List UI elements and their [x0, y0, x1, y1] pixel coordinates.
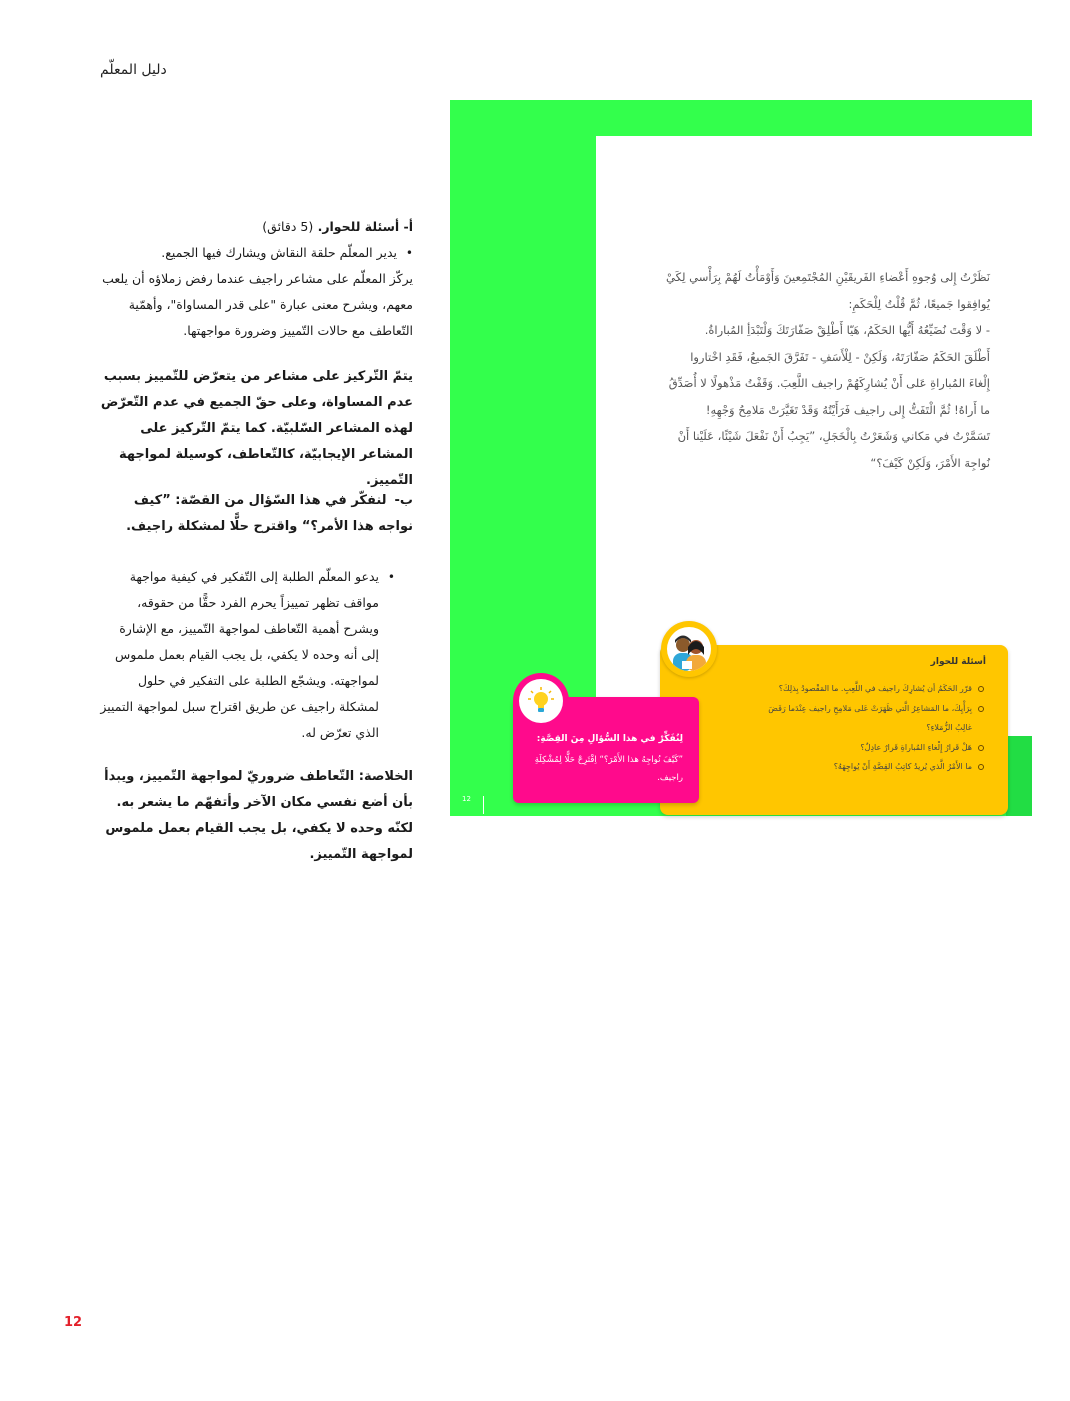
characters-icon — [667, 627, 711, 671]
story-line: نُواجِهَ الأَمْرَ، وَلَكِنْ كَيْفَ؟“ — [870, 455, 990, 470]
story-line: - لا وَقْتَ نُضَيِّعُهُ أَيُّها الحَكَمُ، هَيّا أَطْلِقْ صَفّارَتَكَ وَلْتَبْدَأِ المُباراةُ. — [704, 323, 990, 337]
think-text: ”كَيْفَ نُواجِهُ هذا الأَمْرَ؟“ اِقْتَرِحْ حَلًّا لِمُشْكِلَةِ راجيف. — [534, 755, 683, 783]
focus-paragraph: يتمّ التّركيز على مشاعر من يتعرّض للتّمييز بسبب عدم المساواة، وعلى حقّ الجميع في عدم التّعرّض لهذه المشاعر السّلبيّة. كما يتمّ التّركيز على المشاعر الإيجابيّة، كالتّعاطف، كوسيلة لمواجهة التّمييز. — [100, 369, 413, 488]
section-b-label: ب- — [394, 493, 413, 508]
section-b-text: لنفكّر في هذا السّؤال من القصّة: ”كيف نواجه هذا الأمر؟“ واقترح حلًّا لمشكلة راجيف. — [126, 493, 413, 534]
section-a-bullet: • يدير المعلّم حلقة النقاش ويشارك فيها الجميع. — [98, 240, 413, 266]
story-line: أَطْلَقَ الحَكَمُ صَفّارَتَهُ، وَلَكِنْ - لِلْأَسَفِ - تَفَرَّقَ الجَميعُ، فَقَدِ اخْتاروا — [690, 349, 990, 364]
story-line: تَسَمَّرْتُ في مَكاني وَشَعَرْتُ بِالْخَجَلِ، ”يَجِبُ أَنْ نَفْعَلَ شَيْئًا، عَلَيْنا أَنْ — [677, 429, 990, 443]
section-a-heading — [98, 214, 413, 240]
story-page-number: 12 — [462, 795, 471, 803]
section-b-bullet: • يدعو المعلّم الطلبة إلى التّفكير في كيفية مواجهة مواقف تظهر تمييزاً يحرم الفرد حقًّا من حقوقه، ويشرح أهمية التّعاطف لمواجهة التّمييز، مع الإشارة إلى أنه وحده لا يكفي، بل يجب القيام بعمل ملموس لمواجهته. ويشجّع الطلبة على التفكير في حلول لمشكلة راجيف عن طريق اقتراح سبل لمواجهة التمييز الذي تعرّض له. — [98, 564, 395, 746]
think-title: لِنُفَكِّرْ في هذا السُّؤالِ مِنَ القِصَّةِ: — [536, 734, 683, 744]
question-item: ما الأَمْرُ الَّذي يُريدُ كاتِبُ القِصَّةِ أَنْ يُواجِهَهُ؟ — [686, 757, 986, 777]
question-item — [686, 699, 986, 738]
story-line: نَظَرْتُ إِلى وُجوهِ أَعْضاءِ الفَريقَيْنِ المُجْتَمِعينَ وَأَوْمَأْتُ لَهُمْ بِرَأْسي لِكَيْ — [666, 270, 990, 284]
story-line: إِلْغاءَ المُباراةِ عَلى أَنْ يُشارِكَهُمْ راجيف اللَّعِبَ. وَقَفْتُ مَذْهولًا لا أُصَدِّقُ — [668, 376, 990, 390]
section-a-title: أ- أسئلة للحوار. — [317, 219, 413, 234]
summary-paragraph: الخلاصة: التّعاطف ضروريّ لمواجهة التّمييز، ويبدأ بأن أضع نفسي مكان الآخر وأتفهّم ما يشعر به. لكنّه وحده لا يكفي، بل يجب القيام بعمل ملموس لمواجهة التّمييز. — [104, 769, 413, 862]
section-b — [98, 488, 413, 540]
story-line: يُوافِقوا جَميعًا، ثُمَّ قُلْتُ لِلْحَكَمِ: — [848, 296, 990, 311]
question-item: قرّر الحَكَمُ أن يُشارِكَ راجيف في اللَّعِبِ. ما المَقْصودُ بِذلِكَ؟ — [686, 679, 986, 699]
section-a-text: يركّز المعلّم على مشاعر راجيف عندما رفض زملاؤه أن يلعب معهم، ويشرح معنى عبارة "على قدر المساواة"، وأهمّية التّعاطف مع حالات التّمييز وضرورة مواجهتها. — [102, 271, 413, 338]
section-a — [98, 214, 413, 344]
page-number: 12 — [64, 1315, 83, 1330]
green-strip — [1006, 736, 1032, 816]
questions-list — [686, 679, 986, 777]
story-text — [636, 264, 990, 476]
question-text-continued: غالِبُ الزُّمَلاءِ؟ — [926, 723, 972, 732]
characters-avatar — [661, 621, 717, 677]
lightbulb-icon — [519, 679, 563, 723]
guide-title: دليل المعلّم — [100, 62, 167, 78]
question-item: هَلْ قَرارُ إِلْغاءِ المُباراةِ قَرارٌ عادِلٌ؟ — [686, 738, 986, 758]
questions-card — [660, 645, 1008, 815]
question-text: بِرَأْيِكَ، ما المَشاعِرُ الَّتي ظَهَرَتْ عَلى مَلامِحِ راجيف عِنْدَما رَفَضَ — [768, 703, 972, 713]
section-b-body — [98, 564, 413, 746]
questions-title: أسئلة للحوار — [930, 657, 986, 667]
story-line: ما أَراهُ! ثُمَّ الْتَفَتُّ إِلى راجيف فَرَأَيْتُهُ وَقَدْ تَغَيَّرَتْ مَلامِحُ وَجْهِهِ! — [705, 402, 990, 417]
idea-badge — [513, 673, 569, 729]
section-a-duration: (5 دقائق) — [262, 219, 314, 234]
story-page-divider — [483, 796, 484, 814]
